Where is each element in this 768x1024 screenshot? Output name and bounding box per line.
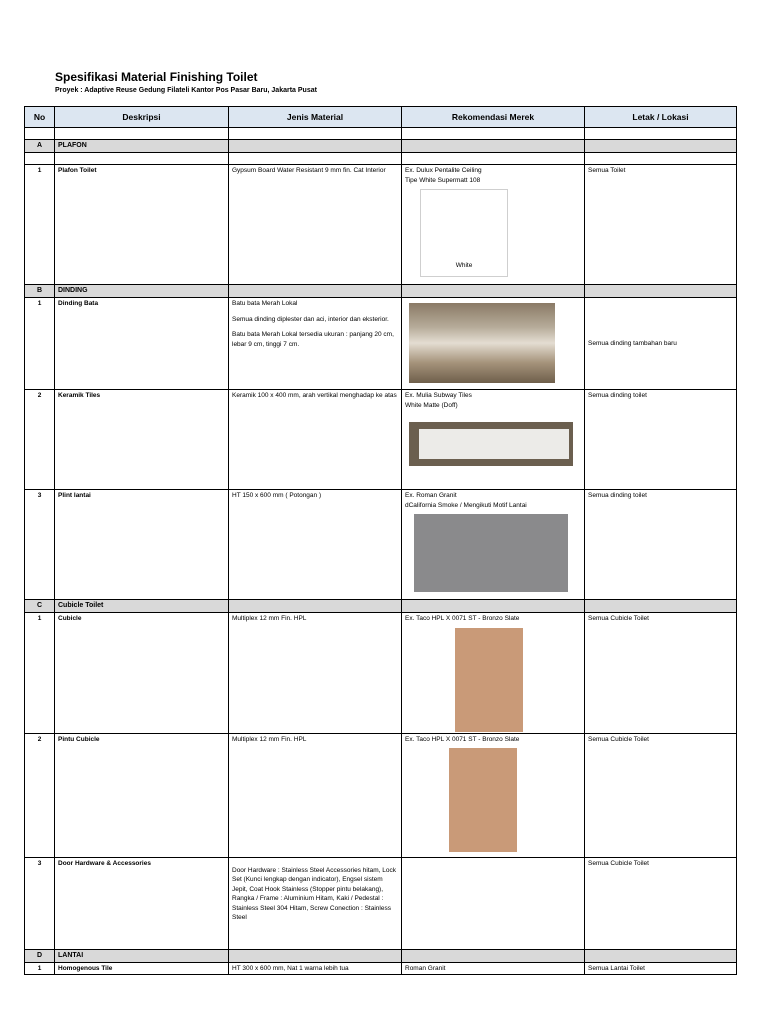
brand-line: White Matte (Doff) <box>405 401 458 409</box>
section-row-dinding <box>25 285 737 298</box>
row-no: 2 <box>25 733 55 857</box>
table-row <box>25 613 737 733</box>
table-row <box>25 962 737 974</box>
table-row <box>25 733 737 857</box>
brand-line: Ex. Taco HPL X 0071 ST - Bronzo Slate <box>405 615 520 623</box>
row-lokasi: Semua Toilet <box>585 165 737 285</box>
header-rekomendasi-merek: Rekomendasi Merek <box>402 107 585 128</box>
row-lokasi: Semua Cubicle Toilet <box>585 857 737 949</box>
section-name: Cubicle Toilet <box>55 600 229 613</box>
header-letak-lokasi: Letak / Lokasi <box>585 107 737 128</box>
row-no: 1 <box>25 298 55 390</box>
material-line: Batu bata Merah Lokal <box>232 300 298 308</box>
brand-line: Ex. Taco HPL X 0071 ST - Bronzo Slate <box>405 735 520 743</box>
table-row <box>25 490 737 600</box>
row-merek <box>402 857 585 949</box>
header-jenis-material: Jenis Material <box>229 107 402 128</box>
row-material: Door Hardware : Stainless Steel Accessories hitam, Lock Set (Kunci lengkap dengan indicator), Engsel sistem Jepit, Coat Hook Stainless (Stopper pintu belakang), Rangka / Frame : Aluminium Hitam, Kaki / Pedestal : Stainless Steel 304 Hitam, Screw Conection : Stainless Steel <box>229 857 402 949</box>
row-material: Gypsum Board Water Resistant 9 mm fin. Cat Interior <box>229 165 402 285</box>
row-deskripsi: Keramik Tiles <box>55 390 229 490</box>
subway-tile-photo <box>409 422 573 466</box>
spacer-row <box>25 153 737 165</box>
document-title: Spesifikasi Material Finishing Toilet <box>55 70 258 84</box>
row-merek <box>402 490 585 600</box>
row-merek <box>402 733 585 857</box>
section-row-cubicle <box>25 600 737 613</box>
brand-line: Ex. Mulia Subway Tiles <box>405 392 472 400</box>
spec-table <box>24 106 737 975</box>
row-lokasi: Semua Cubicle Toilet <box>585 733 737 857</box>
table-row <box>25 298 737 390</box>
row-lokasi: Semua dinding tambahan baru <box>585 298 737 390</box>
section-code: D <box>25 949 55 962</box>
material-line: Batu bata Merah Lokal tersedia ukuran : panjang 20 cm, lebar 9 cm, tinggi 7 cm. <box>232 331 394 348</box>
brand-line: dCalifornia Smoke / Mengikuti Motif Lantai <box>405 501 527 509</box>
hpl-swatch <box>455 628 523 732</box>
row-merek <box>402 613 585 733</box>
white-paint-swatch <box>420 189 508 277</box>
row-deskripsi: Pintu Cubicle <box>55 733 229 857</box>
row-no: 1 <box>25 962 55 974</box>
row-material: Keramik 100 x 400 mm, arah vertikal menghadap ke atas <box>229 390 402 490</box>
row-merek: Roman Granit <box>402 962 585 974</box>
table-row <box>25 165 737 285</box>
table-row <box>25 390 737 490</box>
header-row <box>25 107 737 128</box>
row-material: HT 150 x 600 mm ( Potongan ) <box>229 490 402 600</box>
row-no: 2 <box>25 390 55 490</box>
row-deskripsi: Homogenous Tile <box>55 962 229 974</box>
row-lokasi: Semua dinding toilet <box>585 390 737 490</box>
header-no: No <box>25 107 55 128</box>
section-code: A <box>25 140 55 153</box>
row-lokasi: Semua dinding toilet <box>585 490 737 600</box>
material-line: Semua dinding diplester dan aci, interior dan eksterior. <box>232 315 389 323</box>
row-material <box>229 298 402 390</box>
hpl-swatch <box>449 748 517 852</box>
section-name: LANTAI <box>55 949 229 962</box>
row-deskripsi: Cubicle <box>55 613 229 733</box>
row-lokasi: Semua Lantai Toilet <box>585 962 737 974</box>
section-name: PLAFON <box>55 140 229 153</box>
row-no: 3 <box>25 490 55 600</box>
row-deskripsi: Plafon Toilet <box>55 165 229 285</box>
granite-swatch <box>414 514 568 592</box>
row-material: Multiplex 12 mm Fin. HPL <box>229 613 402 733</box>
row-no: 3 <box>25 857 55 949</box>
row-deskripsi: Plint lantai <box>55 490 229 600</box>
row-merek <box>402 165 585 285</box>
row-deskripsi: Dinding Bata <box>55 298 229 390</box>
row-lokasi: Semua Cubicle Toilet <box>585 613 737 733</box>
row-no: 1 <box>25 613 55 733</box>
brand-line: Tipe White Supermatt 108 <box>405 176 481 184</box>
section-code: C <box>25 600 55 613</box>
row-material: HT 300 x 600 mm, Nat 1 warna lebih tua <box>229 962 402 974</box>
brick-photo <box>409 303 555 383</box>
swatch-label: White <box>455 261 473 269</box>
row-merek <box>402 298 585 390</box>
section-name: DINDING <box>55 285 229 298</box>
section-row-lantai <box>25 949 737 962</box>
brand-line: Ex. Dulux Pentalite Ceiling <box>405 167 482 175</box>
row-deskripsi: Door Hardware & Accessories <box>55 857 229 949</box>
brand-line: Ex. Roman Granit <box>405 492 457 500</box>
row-merek <box>402 390 585 490</box>
header-deskripsi: Deskripsi <box>55 107 229 128</box>
row-no: 1 <box>25 165 55 285</box>
section-code: B <box>25 285 55 298</box>
document-subtitle: Proyek : Adaptive Reuse Gedung Filateli Kantor Pos Pasar Baru, Jakarta Pusat <box>55 87 317 94</box>
spacer-row <box>25 128 737 140</box>
table-row <box>25 857 737 949</box>
row-material: Multiplex 12 mm Fin. HPL <box>229 733 402 857</box>
section-row-plafon <box>25 140 737 153</box>
